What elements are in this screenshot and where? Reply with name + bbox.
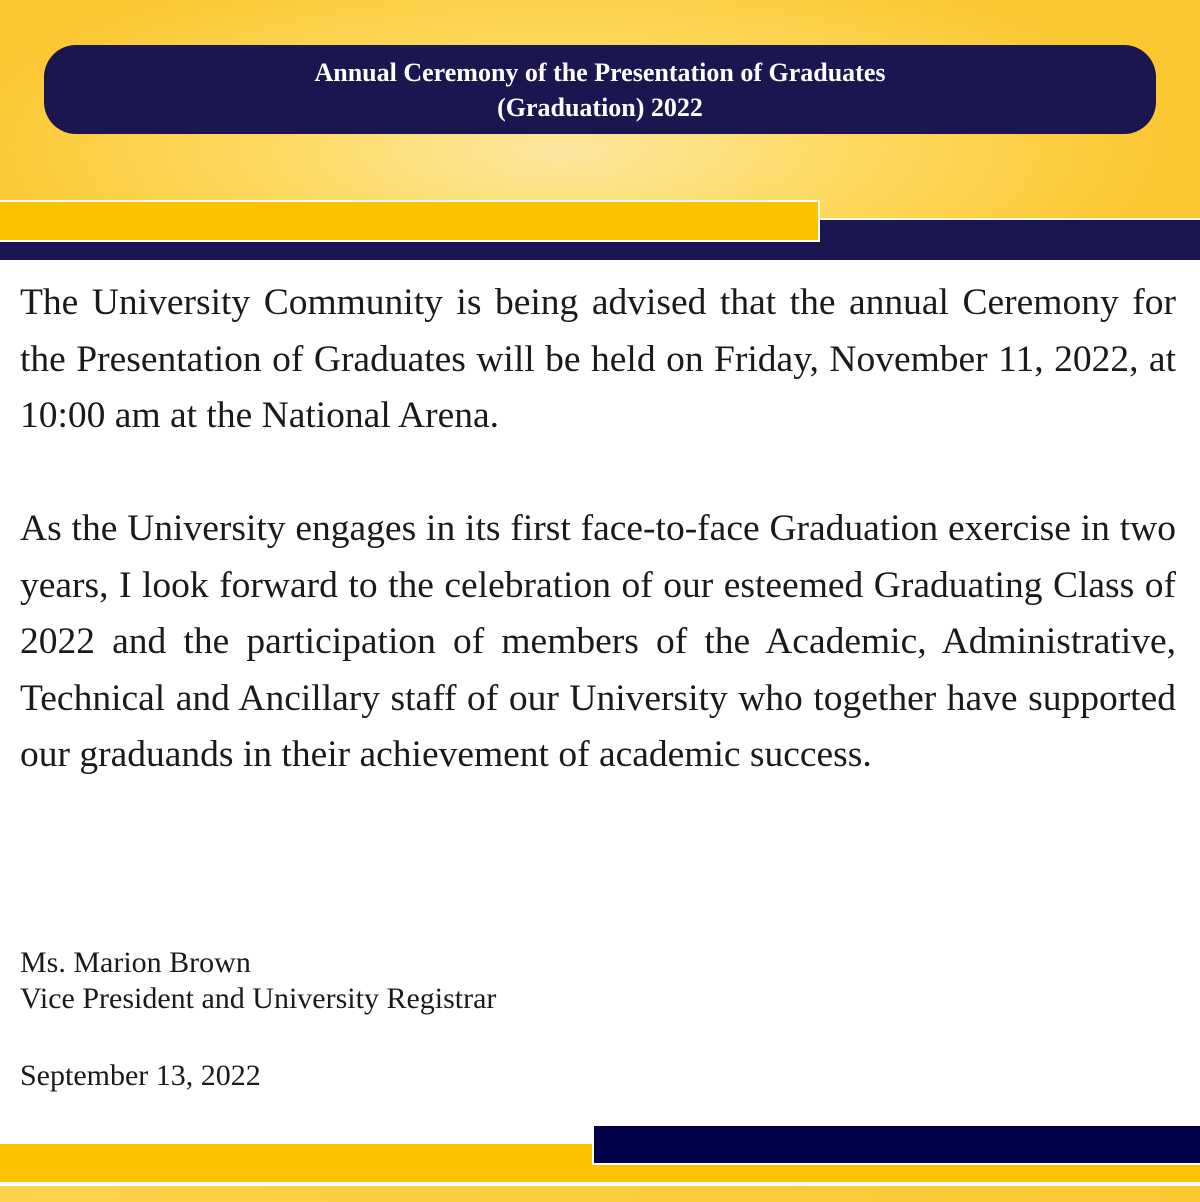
paragraph-1: The University Community is being advised that the annual Ceremony for the Presentation of Graduates will be held on Friday, November 11, 2022, at 10:00 am at the National Arena. [20,282,1176,436]
notice-date: September 13, 2022 [20,1059,261,1092]
title-banner [44,45,1156,134]
footer-light-band [0,1184,1200,1202]
notice-body [20,275,1176,840]
footer-navy-bar [592,1126,1200,1165]
title-line-1: Annual Ceremony of the Presentation of Graduates [314,57,886,87]
signature-block [20,945,496,1017]
signatory-title: Vice President and University Registrar [20,982,497,1015]
header-gold-bar [0,200,820,242]
paragraph-2: As the University engages in its first face-to-face Graduation exercise in two years, I look forward to the celebration of our esteemed Graduating Class of 2022 and the participation of members of the Academic, Administrative, Technical and Ancillary staff of our University who together have supported our graduands in their achievement of academic success. [20,508,1176,775]
title-line-2: (Graduation) 2022 [497,92,703,122]
signatory-name: Ms. Marion Brown [20,946,251,979]
